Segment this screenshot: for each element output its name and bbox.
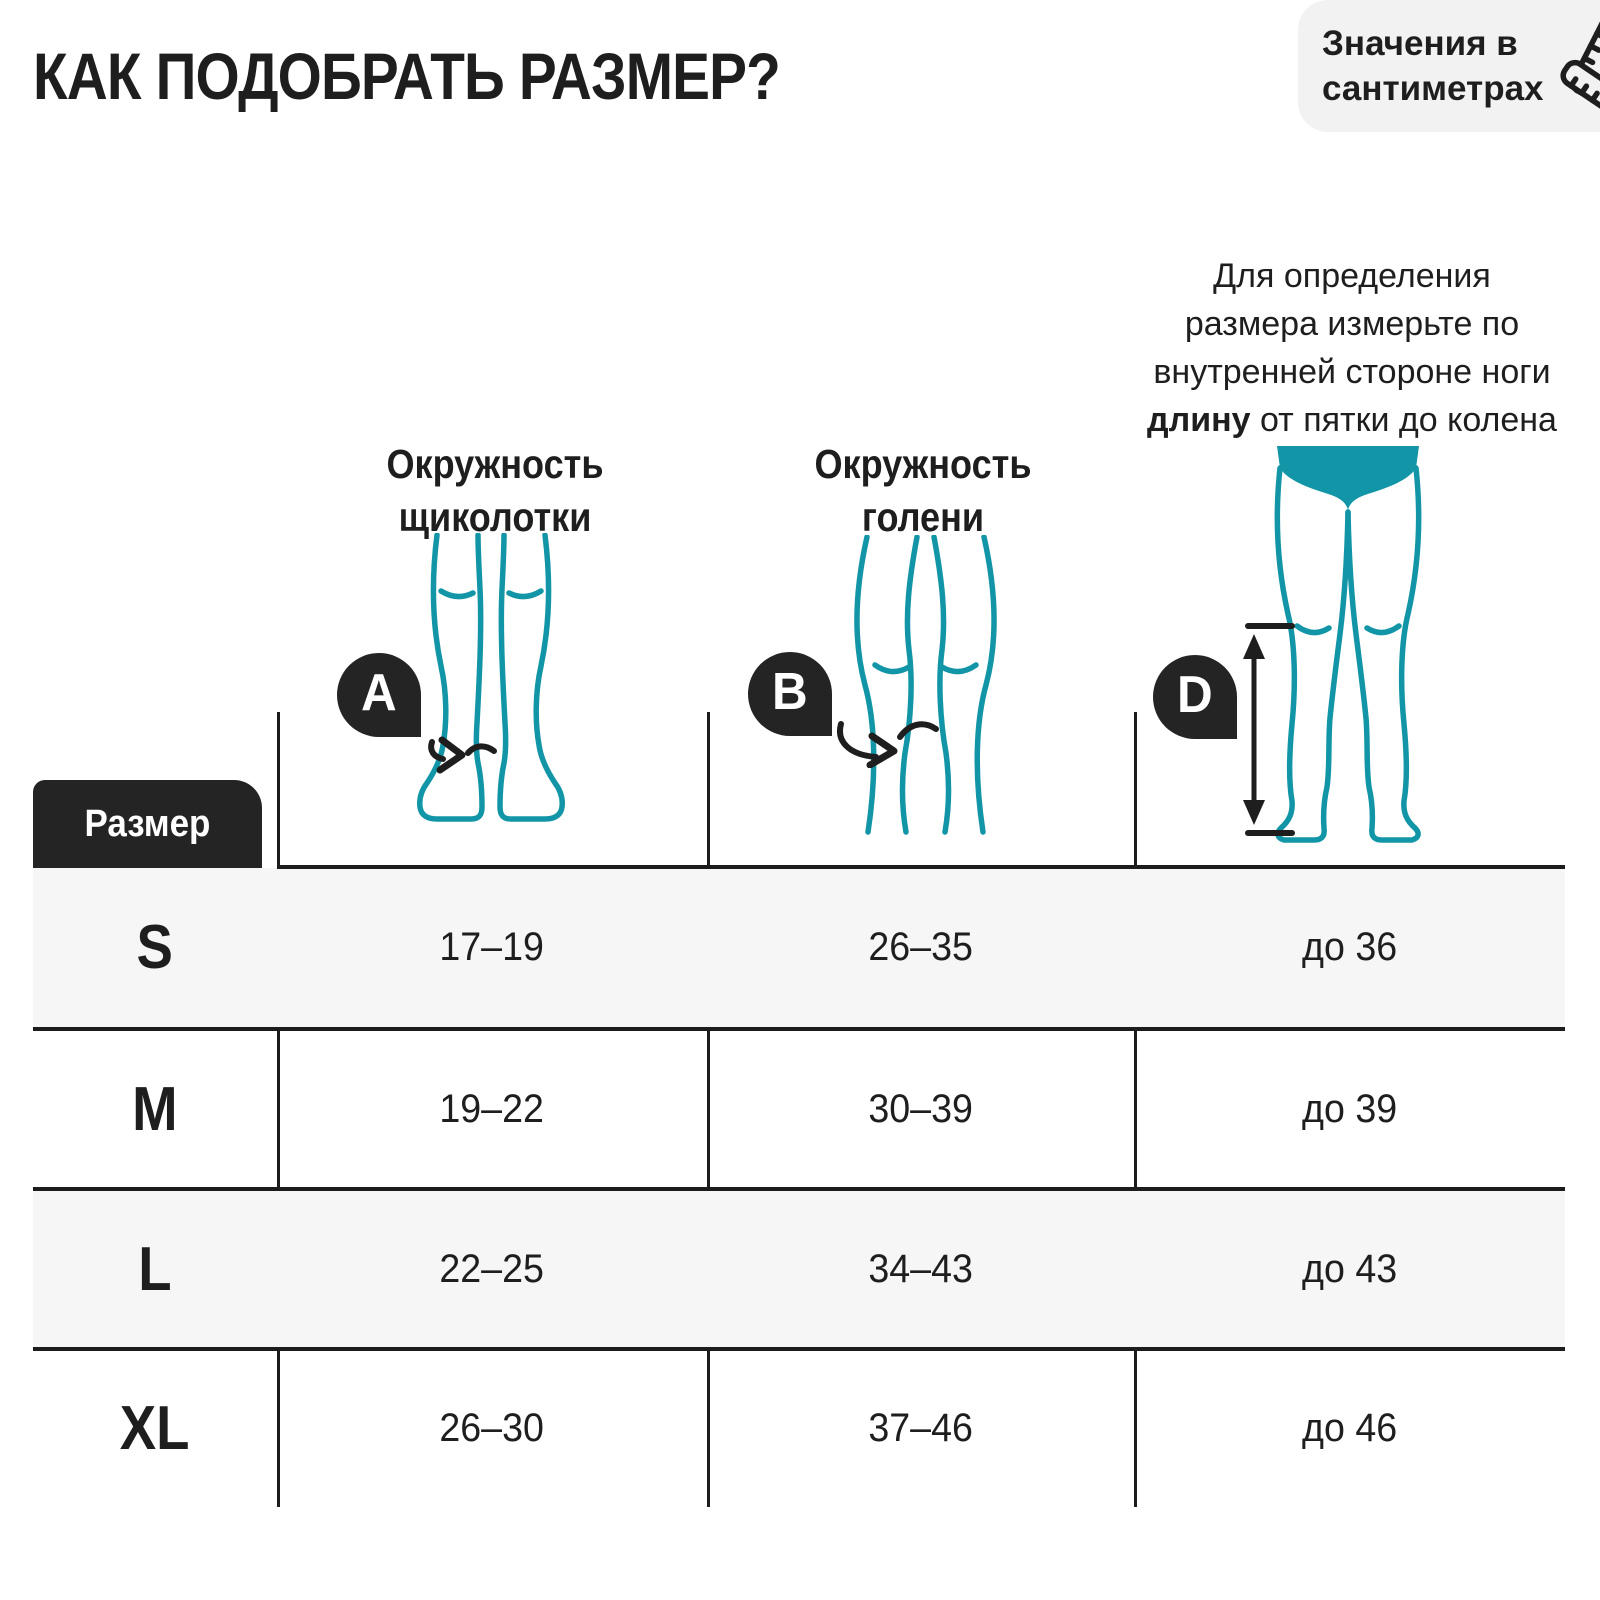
rulers-icon [1554,14,1600,118]
calf-value: 26–35 [868,925,973,969]
table-row-s [33,868,1565,1027]
calf-cell [707,1031,1134,1187]
ankle-legs-illustration [415,533,567,833]
briefs-shape [1277,446,1419,510]
size-value: L [138,1234,172,1304]
calf-measure-arrow-icon [834,712,942,768]
ankle-value: 26–30 [439,1406,545,1450]
marker-b-badge [748,652,832,736]
instruction-line: внутренней стороне ноги [1153,353,1551,391]
calf-legs-illustration [843,535,1008,835]
marker-a-letter: A [361,664,397,722]
table-row-xl [33,1350,1565,1507]
ankle-cell [277,868,707,1027]
instruction-tail: от пятки до колена [1250,401,1557,439]
ankle-value: 19–22 [439,1086,545,1131]
ankle-value: 22–25 [439,1246,545,1291]
row-separator [33,1027,1565,1031]
calf-value: 30–39 [868,1086,973,1131]
row-separator [33,1347,1565,1351]
length-cell [1134,868,1565,1027]
calf-cell [707,1191,1134,1347]
marker-a-badge [337,653,421,737]
ankle-measure-arrow-icon [426,732,500,776]
size-header-box [33,780,262,868]
marker-b-letter: B [772,663,808,721]
calf-value: 37–46 [868,1406,973,1450]
marker-d-badge [1153,655,1237,739]
instruction-line [1108,396,1596,444]
instruction-bold-word: длину [1147,401,1251,439]
ankle-value: 17–19 [439,925,545,969]
size-cell [33,1191,277,1347]
size-cell [33,1350,277,1507]
ankle-circumference-label: Окружность щиколотки [386,441,604,540]
length-measure-arrow-icon [1238,622,1298,837]
page-title: КАК ПОДОБРАТЬ РАЗМЕР? [33,39,780,113]
instruction-text [1108,252,1596,444]
instruction-line: Для определения [1213,257,1491,295]
marker-d-letter: D [1177,666,1213,724]
calf-cell [707,1350,1134,1507]
length-cell [1134,1350,1565,1507]
table-row-l [33,1191,1565,1347]
ankle-cell [277,1191,707,1347]
table-row-m [33,1031,1565,1187]
length-cell [1134,1031,1565,1187]
size-cell [33,1031,277,1187]
row-separator [33,1187,1565,1191]
row-separator [277,865,1565,869]
instruction-line: размера измерьте по [1184,305,1520,343]
size-value: XL [120,1394,190,1463]
length-value: до 36 [1301,925,1398,969]
length-value: до 43 [1301,1246,1398,1291]
size-cell [33,868,277,1027]
ankle-cell [277,1031,707,1187]
size-value: M [132,1074,178,1144]
calf-circumference-label: Окружность голени [814,441,1032,540]
units-badge-line2: сантиметрах [1322,69,1544,108]
units-badge-text [1322,21,1544,111]
size-value: S [136,913,174,982]
units-badge-line1: Значения в [1322,24,1518,63]
size-header-label: Размер [84,802,211,845]
calf-value: 34–43 [868,1246,973,1291]
length-cell [1134,1191,1565,1347]
length-value: до 39 [1301,1086,1398,1131]
ankle-cell [277,1350,707,1507]
length-value: до 46 [1301,1406,1398,1450]
units-badge [1298,0,1600,132]
calf-cell [707,868,1134,1027]
